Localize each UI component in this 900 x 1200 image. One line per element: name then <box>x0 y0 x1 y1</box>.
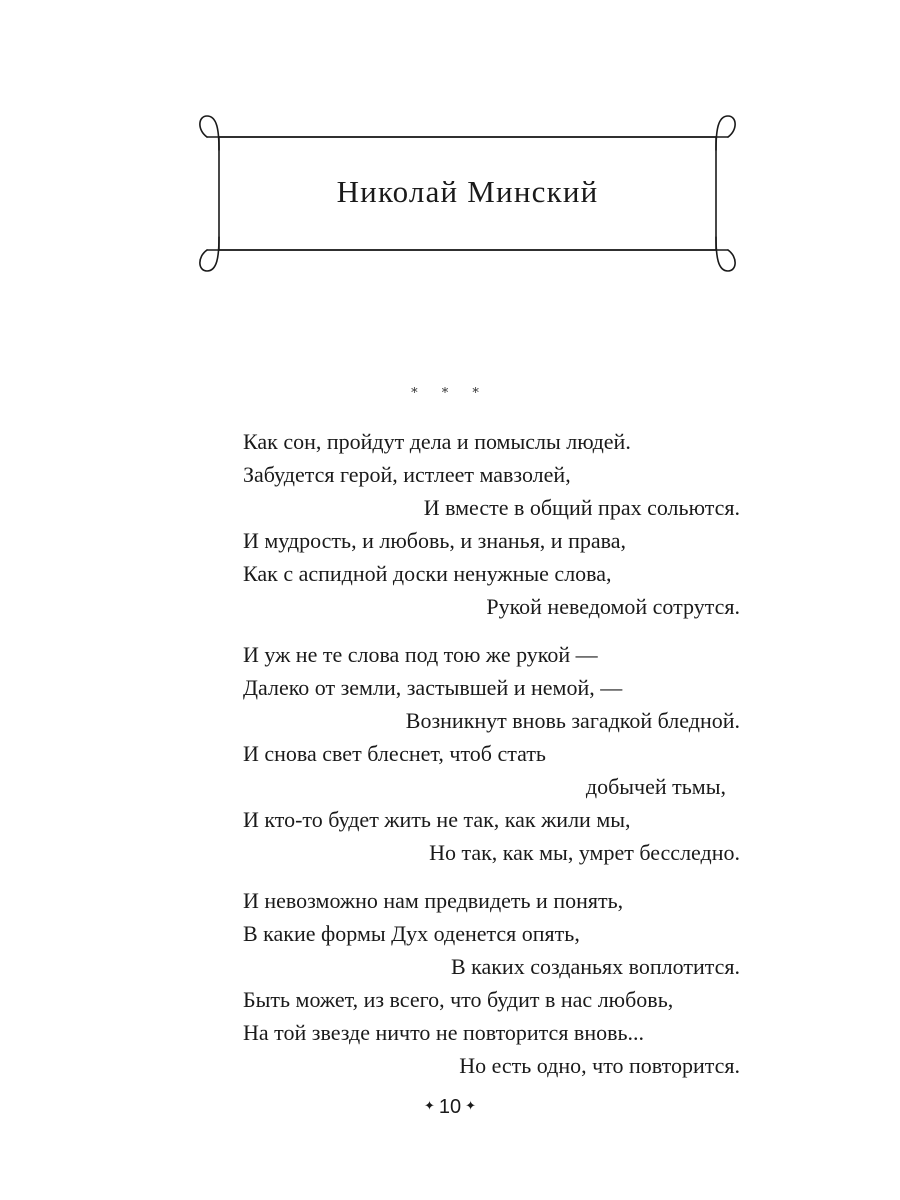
poem-line-continuation: добычей тьмы, <box>585 774 726 799</box>
poem-line: И кто-то будет жить не так, как жили мы, <box>243 807 631 832</box>
four-point-star-icon: ✦ <box>465 1097 477 1113</box>
poem-line: На той звезде ничто не повторится вновь... <box>243 1020 645 1045</box>
poem-line: И мудрость, и любовь, и знанья, и права, <box>243 528 626 553</box>
poem-line: В какие формы Дух оденется опять, <box>243 921 580 946</box>
poem-line: И уж не те слова под тою же рукой — <box>243 642 598 667</box>
stanza-3 <box>243 884 740 1082</box>
poem-line: Но есть одно, что повторится. <box>459 1053 740 1078</box>
poem-line: Возникнут вновь загадкой бледной. <box>405 708 740 733</box>
poem-line: Забудется герой, истлеет мавзолей, <box>243 462 571 487</box>
author-name: Николай Минский <box>336 174 599 209</box>
poem-line: Но так, как мы, умрет бесследно. <box>429 840 740 865</box>
poem-line: Быть может, из всего, что будит в нас любовь, <box>243 987 674 1012</box>
title-frame <box>195 110 740 275</box>
poem-line: В каких созданьях воплотится. <box>450 954 740 979</box>
poem-line: И невозможно нам предвидеть и понять, <box>243 888 624 913</box>
poem-line: Рукой неведомой сотрутся. <box>486 594 740 619</box>
stanza-1 <box>243 425 740 623</box>
poem-line: И вместе в общий прах сольются. <box>423 495 740 520</box>
poem-line: Далеко от земли, застывшей и немой, — <box>243 675 623 700</box>
poem-line: Как сон, пройдут дела и помыслы людей. <box>243 429 631 454</box>
four-point-star-icon: ✦ <box>423 1097 435 1113</box>
poem-line: И снова свет блеснет, чтоб стать <box>243 741 546 766</box>
poem-line: Как с аспидной доски ненужные слова, <box>243 561 612 586</box>
page-footer <box>0 1093 900 1122</box>
stanza-2 <box>243 638 740 869</box>
poem-body <box>243 425 740 1097</box>
page-number: 10 <box>438 1096 462 1118</box>
section-divider: * * * <box>411 386 489 401</box>
